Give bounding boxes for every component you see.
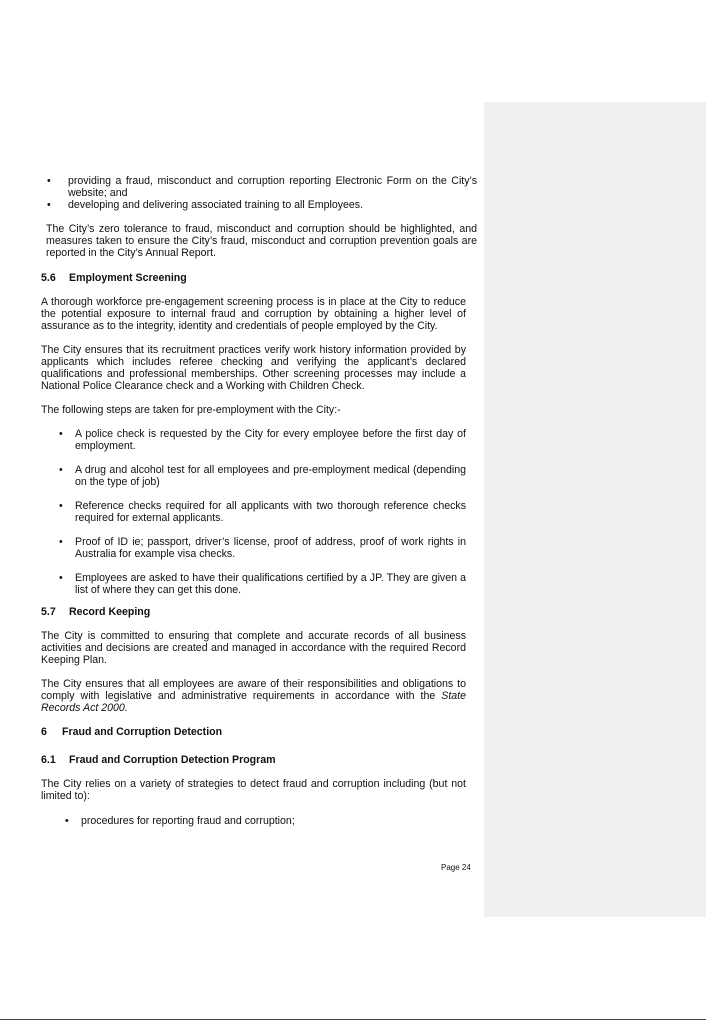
act-title: State Records Act 2000. xyxy=(41,690,466,714)
paragraph-text-main: The City ensures that all employees are aware of their responsibilities and obligations to comply with legislative and administrative requirements in accordance with the xyxy=(41,678,466,702)
paragraph-text: A thorough workforce pre-engagement screening process is in place at the City to reduce the potential exposure to internal fraud and corruption by obtaining a higher level of assurance as to the integrity, identity and credentials of people employed by the City. xyxy=(41,296,466,332)
paragraph xyxy=(41,630,466,666)
section-heading xyxy=(41,606,150,618)
section-heading xyxy=(41,754,276,766)
section-title: Record Keeping xyxy=(69,606,151,618)
list-item-text: Proof of ID ie; passport, driver’s license, proof of address, proof of work rights in Australia for example visa checks. xyxy=(75,536,466,560)
list-item xyxy=(65,815,465,827)
paragraph xyxy=(41,296,466,332)
bullet-icon: • xyxy=(47,199,51,211)
section-heading xyxy=(41,272,187,284)
list-item-text: Employees are asked to have their qualifications certified by a JP. They are given a list of where they can get this done. xyxy=(75,572,466,596)
section-heading xyxy=(41,726,222,738)
list-item-text: A police check is requested by the City for every employee before the first day of employment. xyxy=(75,428,466,452)
bullet-icon: • xyxy=(59,572,63,584)
list-item-text: A drug and alcohol test for all employees and pre-employment medical (depending on the type of job) xyxy=(75,464,466,488)
paragraph-text: The City relies on a variety of strategies to detect fraud and corruption including (but not limited to): xyxy=(41,778,466,802)
list-item xyxy=(59,464,466,488)
list-item xyxy=(59,428,466,452)
bullet-icon: • xyxy=(65,815,69,827)
list-item xyxy=(59,572,466,596)
bullet-icon: • xyxy=(59,500,63,512)
list-item-text: developing and delivering associated training to all Employees. xyxy=(68,199,364,211)
section-number: 6 xyxy=(41,726,47,738)
paragraph-text: The City’s zero tolerance to fraud, misconduct and corruption should be highlighted, and measures taken to ensure the City’s fraud, misconduct and corruption prevention goals are reported in the City’s Annual Report. xyxy=(46,223,477,259)
paragraph xyxy=(41,678,466,714)
list-item xyxy=(47,175,477,199)
section-title: Employment Screening xyxy=(69,272,187,284)
section-number: 5.7 xyxy=(41,606,56,618)
paragraph-text: The following steps are taken for pre-employment with the City:- xyxy=(41,404,341,416)
list-item-text: providing a fraud, misconduct and corruption reporting Electronic Form on the City’s website; and xyxy=(68,175,477,199)
list-item-text: Reference checks required for all applicants with two thorough reference checks required for external applicants. xyxy=(75,500,466,524)
paragraph xyxy=(41,344,466,392)
paragraph-text: The City ensures that its recruitment practices verify work history information provided by applicants which includes referee checking and verifying the applicant’s declared qualifications and professional memberships. Other screening processes may include a National Police Clearance check and a Working with Children Check. xyxy=(41,344,466,392)
list-item xyxy=(47,199,477,211)
list-item xyxy=(59,500,466,524)
paragraph xyxy=(46,223,477,259)
bullet-icon: • xyxy=(59,428,63,440)
list-item xyxy=(59,536,466,560)
section-title: Fraud and Corruption Detection Program xyxy=(69,754,276,766)
bullet-icon: • xyxy=(59,536,63,548)
paragraph-text: The City is committed to ensuring that complete and accurate records of all business activities and decisions are created and managed in accordance with the required Record Keeping Plan. xyxy=(41,630,466,666)
section-number: 6.1 xyxy=(41,754,56,766)
paragraph xyxy=(41,778,466,802)
paragraph-text xyxy=(41,678,466,714)
section-number: 5.6 xyxy=(41,272,56,284)
paragraph xyxy=(41,404,466,416)
page-number: Page 24 xyxy=(441,863,471,872)
section-title: Fraud and Corruption Detection xyxy=(62,726,223,738)
list-item-text: procedures for reporting fraud and corruption; xyxy=(81,815,295,827)
bullet-icon: • xyxy=(59,464,63,476)
bullet-icon: • xyxy=(47,175,51,187)
